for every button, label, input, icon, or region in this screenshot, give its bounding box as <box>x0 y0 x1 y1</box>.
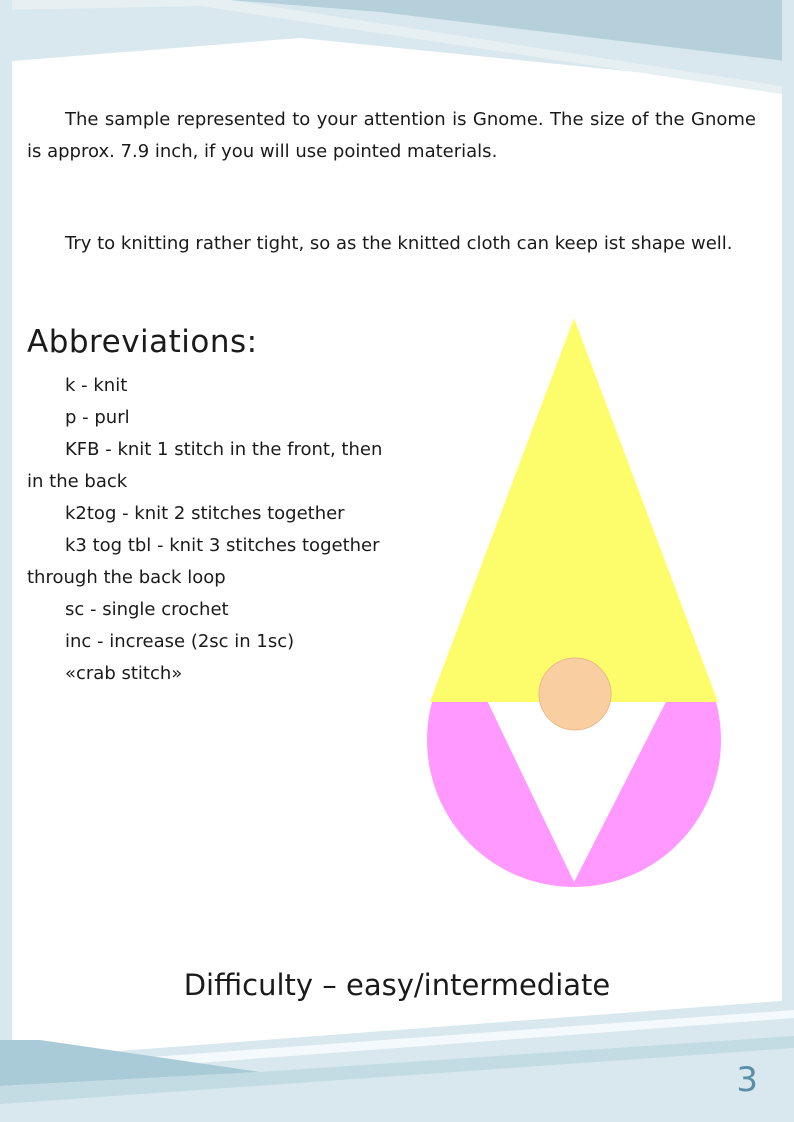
page-number: 3 <box>736 1060 758 1100</box>
abbreviation-item: k3 tog tbl - knit 3 stitches together through the back loop <box>27 535 380 588</box>
abbreviations-list <box>27 370 399 690</box>
abbreviation-item: k2tog - knit 2 stitches together <box>65 503 345 524</box>
difficulty-label: Difficulty – easy/intermediate <box>183 968 611 1002</box>
abbreviation-item: «crab stitch» <box>65 663 183 684</box>
abbreviation-item: p - purl <box>65 407 130 428</box>
gnome-hat <box>430 318 718 702</box>
abbreviation-item: inc - increase (2sc in 1sc) <box>65 631 295 652</box>
gnome-face <box>539 658 611 730</box>
intro-paragraph-size: The sample represented to your attention is Gnome. The size of the Gnome is approx. 7.9 inch, if you will use pointed materials. <box>27 109 756 162</box>
gnome-illustration <box>420 312 730 892</box>
abbreviations-heading: Abbreviations: <box>27 324 258 360</box>
intro-paragraph-tension: Try to knitting rather tight, so as the knitted cloth can keep ist shape well. <box>65 233 733 254</box>
right-border <box>782 0 794 1122</box>
left-border <box>0 0 12 1122</box>
abbreviation-item: KFB - knit 1 stitch in the front, then in the back <box>27 439 383 492</box>
abbreviation-item: sc - single crochet <box>65 599 229 620</box>
abbreviation-item: k - knit <box>65 375 128 396</box>
